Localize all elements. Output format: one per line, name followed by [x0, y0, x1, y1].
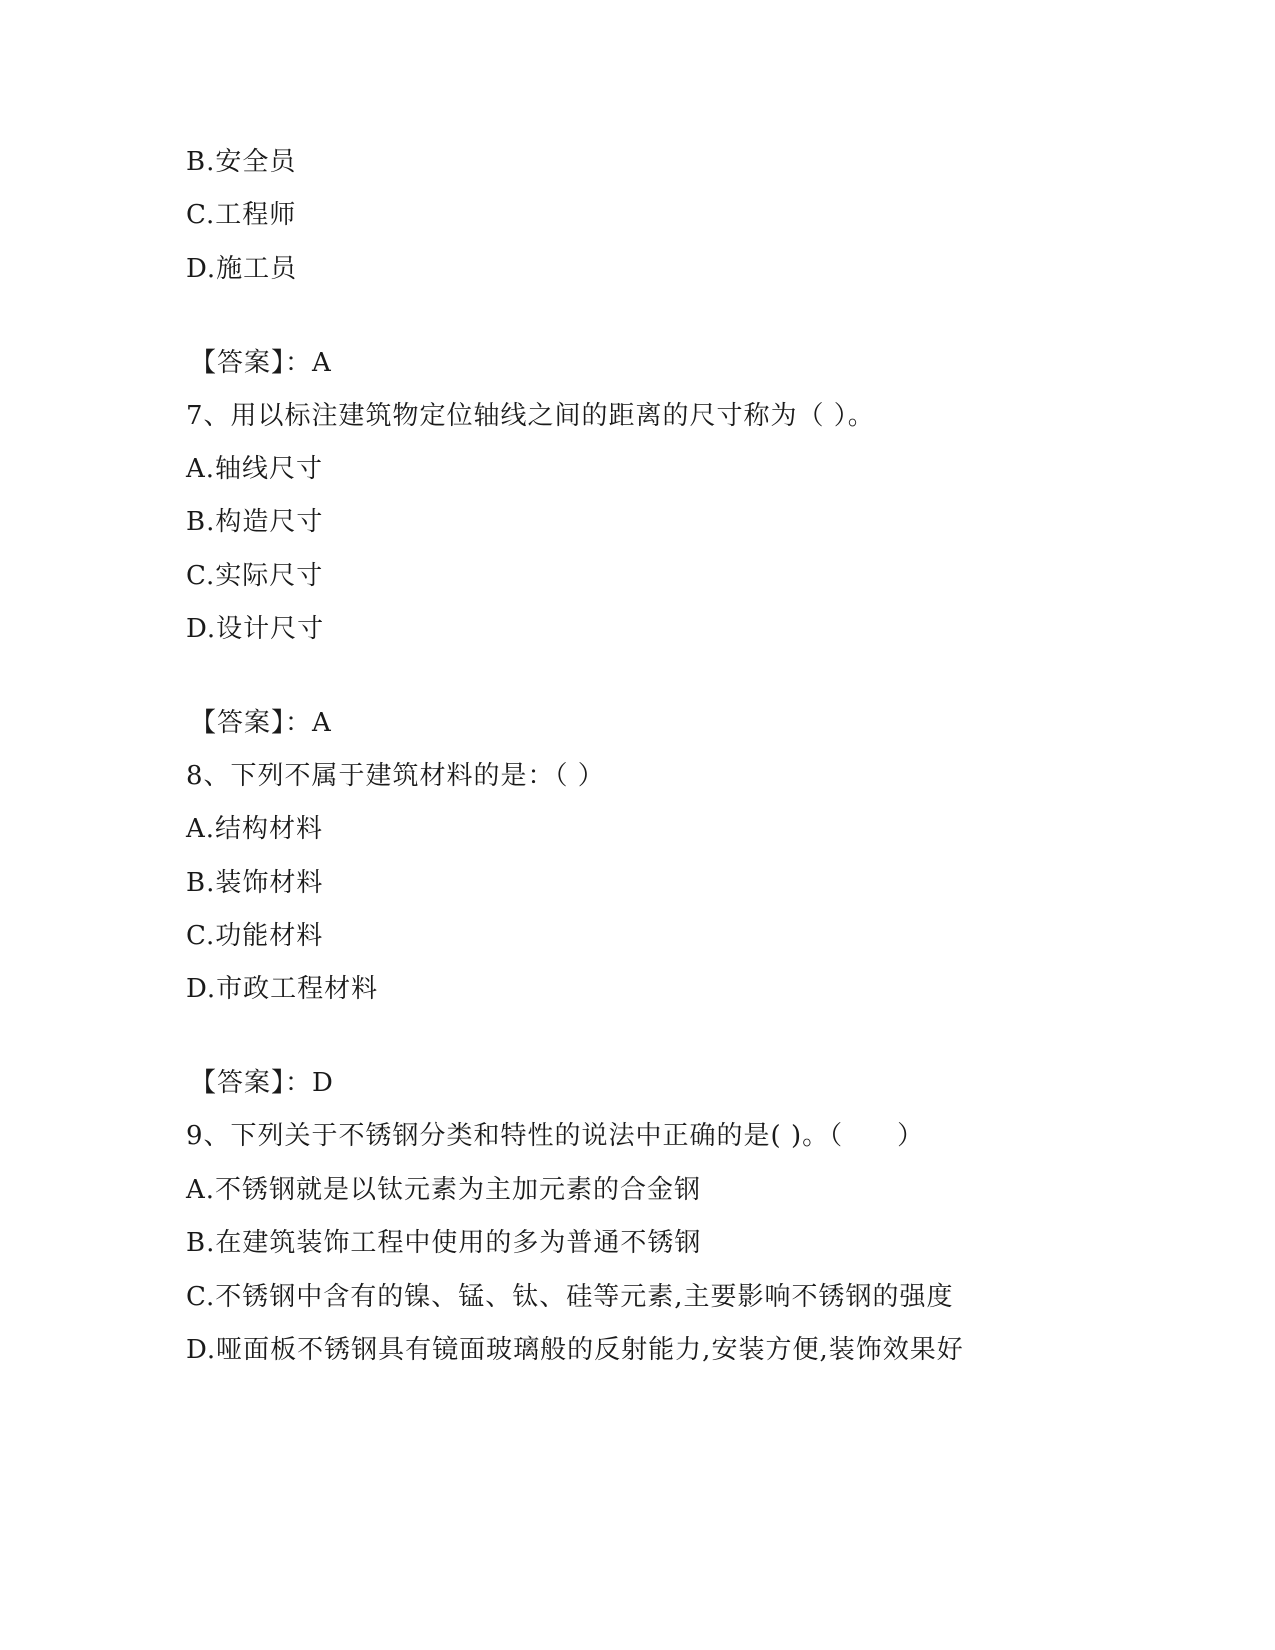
- question-9-option-a: A.不锈钢就是以钛元素为主加元素的合金钢: [186, 1175, 702, 1205]
- answer-fragment: 【答案】：A: [190, 348, 332, 378]
- question-9-option-b: B.在建筑装饰工程中使用的多为普通不锈钢: [186, 1228, 702, 1258]
- question-9-option-c: C.不锈钢中含有的镍、锰、钛、硅等元素,主要影响不锈钢的强度: [186, 1282, 954, 1312]
- option-b-fragment: B.安全员: [186, 147, 297, 177]
- question-7-answer: 【答案】：A: [190, 708, 332, 738]
- option-d-fragment: D.施工员: [186, 254, 298, 284]
- question-8-option-c: C.功能材料: [186, 921, 324, 951]
- question-7-stem: 7、用以标注建筑物定位轴线之间的距离的尺寸称为（ ）。: [186, 401, 875, 431]
- option-c-fragment: C.工程师: [186, 200, 297, 230]
- question-7-option-c: C.实际尺寸: [186, 561, 324, 591]
- question-7-option-b: B.构造尺寸: [186, 507, 324, 537]
- question-8-option-d: D.市政工程材料: [186, 974, 379, 1004]
- question-7-option-d: D.设计尺寸: [186, 614, 325, 644]
- question-8-stem: 8、下列不属于建筑材料的是：（ ）: [186, 761, 605, 791]
- question-9-option-d: D.哑面板不锈钢具有镜面玻璃般的反射能力,安装方便,装饰效果好: [186, 1335, 964, 1365]
- question-9-stem: 9、下列关于不锈钢分类和特性的说法中正确的是( )。（ ）: [186, 1121, 925, 1151]
- question-8-option-a: A.结构材料: [186, 814, 324, 844]
- question-8-option-b: B.装饰材料: [186, 868, 324, 898]
- question-8-answer: 【答案】：D: [190, 1068, 334, 1098]
- question-7-option-a: A.轴线尺寸: [186, 454, 324, 484]
